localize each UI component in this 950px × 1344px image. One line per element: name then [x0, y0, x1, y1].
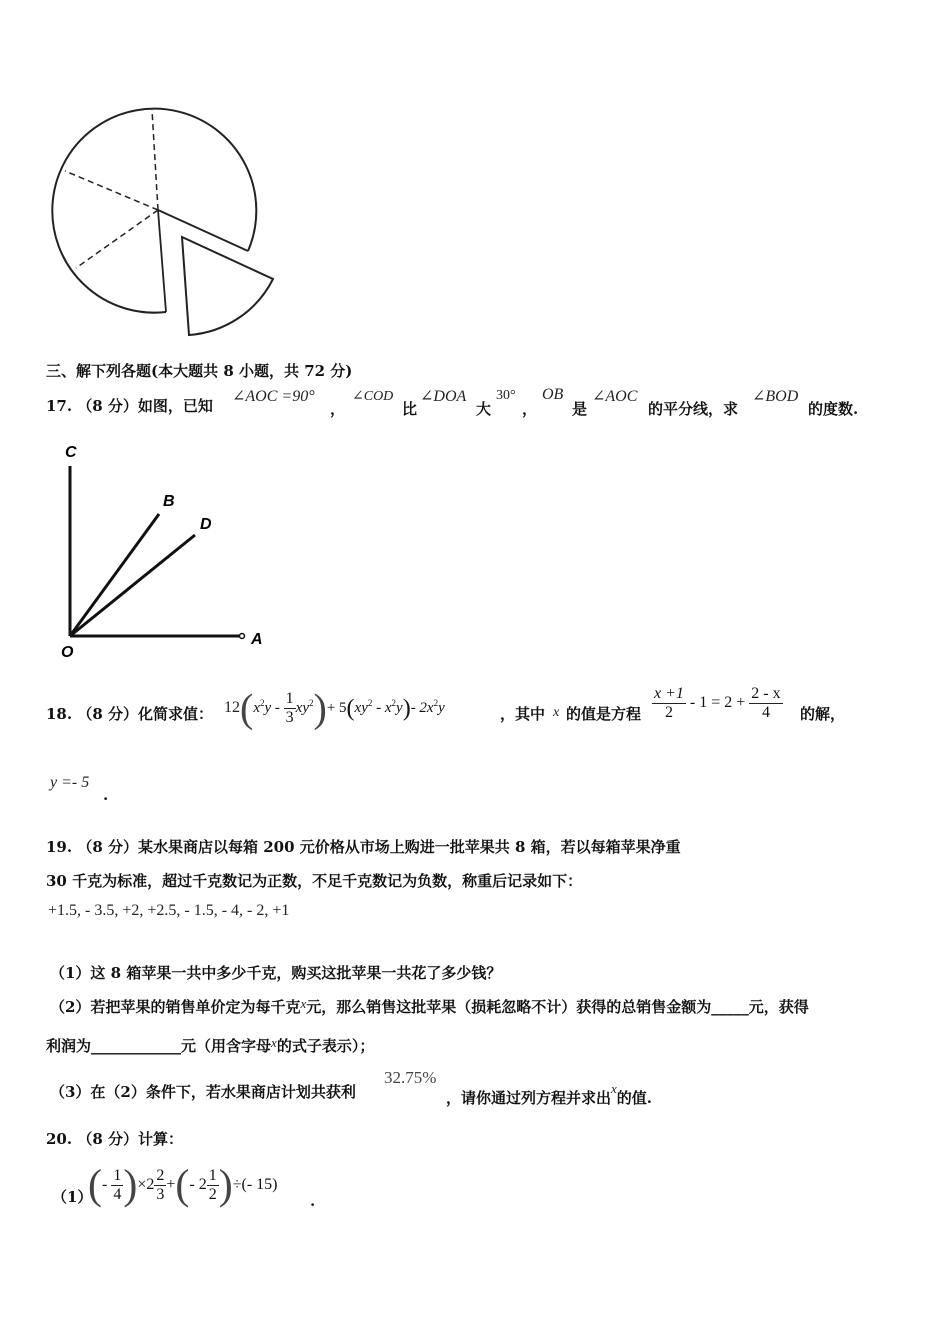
q17-num: 17.: [46, 397, 73, 415]
q17-line: [46, 386, 213, 426]
expr-fn: 1: [285, 690, 294, 708]
q18-text-where: ，其中: [500, 705, 546, 723]
q17-math-aoc: ∠AOC: [592, 388, 638, 405]
eq-f1n: x +1: [654, 684, 684, 702]
eq-frac-right: [749, 685, 782, 722]
expr-c: xy: [295, 700, 309, 716]
q20-f3d: 2: [208, 1185, 217, 1203]
q20-f3n: 1: [208, 1166, 217, 1184]
q17-text-bisector: 的平分线，求: [648, 400, 739, 418]
expr-i: y: [438, 700, 445, 716]
q18-equation: [652, 679, 783, 727]
expr-h2: 2: [433, 698, 439, 708]
expr-a2: 2: [260, 698, 265, 708]
eq-f2n: 2 - x: [751, 684, 781, 702]
q18-dot: .: [103, 786, 109, 804]
q20-dot: .: [310, 1192, 316, 1210]
expr-g: y: [396, 700, 403, 716]
q19-part2-cont: [46, 1035, 374, 1056]
q20-f1d: 4: [113, 1185, 122, 1203]
q20-neg2: - 2: [189, 1176, 207, 1193]
eq-mid: - 1 = 2 +: [689, 694, 746, 711]
q17-text-da: 大: [476, 400, 492, 418]
expr-b: y -: [264, 700, 284, 716]
q19-blank2: ____________: [91, 1037, 182, 1055]
q18-score: （8 分）: [77, 705, 139, 723]
q20-times: ×2: [137, 1176, 155, 1193]
q19-p2x2: x: [271, 1035, 277, 1050]
dashed-radius-top: [152, 110, 158, 210]
q20-f2n: 2: [156, 1166, 165, 1184]
eq-f2d: 4: [761, 703, 770, 721]
dashed-radius-left-upper: [65, 171, 158, 210]
q18-text-equation: 的值是方程: [566, 705, 642, 723]
q19-data: +1.5, - 3.5, +2, +2.5, - 1.5, - 4, - 2, +1: [48, 902, 290, 919]
section-title: 三、解下列各题(本大题共 8 小题，共 72 分): [46, 362, 353, 380]
q17-math-ob: OB: [542, 386, 564, 403]
q19-part3: [50, 1081, 356, 1102]
q19-p2a: （2）若把苹果的销售单价定为每千克: [50, 998, 301, 1016]
expr-a: x: [253, 700, 260, 716]
q20-plus: +: [166, 1176, 176, 1193]
q18-expression: $12(x^2y$ - $\frac{1}{3}$ $xy^2)+ 5(xy^2 - x^2y)-$ $2x^2y$: [224, 685, 445, 731]
q19-p2e: 元（用含字母: [181, 1037, 272, 1055]
label-o: O: [61, 644, 74, 661]
q18-math-x: x: [553, 705, 560, 720]
q20-title: 20. （8 分）计算：: [46, 1130, 183, 1148]
circle-sector-figure: [40, 95, 300, 355]
angle-figure: [55, 438, 285, 663]
q20-frac-quarter: [111, 1167, 123, 1204]
q17-math-30: 30°: [496, 388, 516, 403]
q19-p2f: 的式子表示）；: [276, 1037, 375, 1055]
q19-p3x: x: [611, 1081, 617, 1096]
q19-part2: [50, 996, 809, 1017]
q18-num: 18.: [46, 705, 73, 723]
q17-text-shi: 是: [572, 400, 588, 418]
q19-line1: 19. （8 分）某水果商店以每箱 200 元价格从市场上购进一批苹果共 8 箱，若以每箱苹果净重: [46, 838, 681, 856]
dashed-radius-left-lower: [76, 210, 158, 268]
eq-f1d: 2: [664, 703, 673, 721]
q18-label: [46, 703, 213, 724]
expr-frac-third: [284, 690, 296, 727]
q19-p2c: 元，获得: [748, 998, 809, 1016]
label-a: A: [251, 631, 263, 648]
label-d: D: [200, 516, 212, 533]
point-a: [240, 634, 245, 639]
q20-frac-half: [207, 1167, 219, 1204]
removed-sector: [182, 237, 273, 335]
gap-edge-1: [158, 210, 248, 251]
q18-text: 化简求值：: [138, 705, 214, 723]
q17-text-end: 的度数.: [808, 400, 859, 418]
expr-c2: 2: [308, 698, 314, 708]
expr-fd: 3: [285, 709, 294, 727]
q18-text-solution: 的解，: [800, 705, 846, 723]
q19-p3a: （3）在（2）条件下，若水果商店计划共获利: [50, 1083, 356, 1101]
q19-p2x: x: [300, 996, 307, 1011]
q17-score: （8 分）: [77, 397, 138, 415]
q20-expression: (- $\frac{1}{4}$ )×2 $\frac{2}{3}$ +(- 2 $\frac{1}{2}$ )÷(- 15): [88, 1162, 278, 1209]
q19-p3b: ，请你通过列方程并求出: [446, 1089, 612, 1107]
q20-f2d: 3: [156, 1185, 165, 1203]
q17-math-bod: ∠BOD: [752, 388, 799, 405]
q19-part1: （1）这 8 箱苹果一共中多少千克，购买这批苹果一共花了多少钱？: [50, 964, 502, 982]
expr-f: - x: [372, 700, 392, 716]
q19-p3c: 的值.: [616, 1089, 653, 1107]
q17-text-bi: 比: [402, 400, 418, 418]
q17-comma: ，: [330, 400, 346, 418]
q17-math-doa: ∠DOA: [420, 388, 467, 405]
q18-y-value: y =- 5: [50, 774, 90, 791]
q19-p2d: 利润为: [46, 1037, 92, 1055]
expr-d: + 5: [326, 700, 347, 716]
expr-h: - 2x: [410, 700, 434, 716]
expr-e: xy: [354, 700, 368, 716]
q17-comma2: ，: [522, 400, 538, 418]
q17-math-aoc90: ∠AOC =90°: [232, 388, 315, 405]
q20-neg: -: [102, 1176, 108, 1193]
q20-frac-twothirds: [154, 1167, 166, 1204]
gap-edge-2: [158, 210, 166, 312]
label-b: B: [163, 493, 175, 510]
q17-math-cod: ∠COD: [352, 389, 394, 404]
q19-p2b: 元，那么销售这批苹果（损耗忽略不计）获得的总销售金额为: [306, 998, 712, 1016]
q20-f1n: 1: [113, 1166, 122, 1184]
q19-blank1: _____: [711, 998, 749, 1016]
label-c: C: [65, 444, 77, 461]
expr-e2: 2: [367, 698, 373, 708]
expr-f2: 2: [391, 698, 397, 708]
q17-text: 如图，已知: [137, 397, 213, 415]
eq-frac-left: [652, 685, 686, 722]
q20-sub: （1）: [52, 1188, 93, 1206]
expr-coef: 12: [224, 699, 240, 716]
q19-part3-b: [446, 1081, 652, 1108]
q19-percent: 32.75%: [384, 1068, 437, 1087]
q20-div: ÷(- 15): [232, 1176, 278, 1193]
q19-line2: 30 千克为标准，超过千克数记为正数，不足千克数记为负数，称重后记录如下：: [46, 872, 583, 890]
